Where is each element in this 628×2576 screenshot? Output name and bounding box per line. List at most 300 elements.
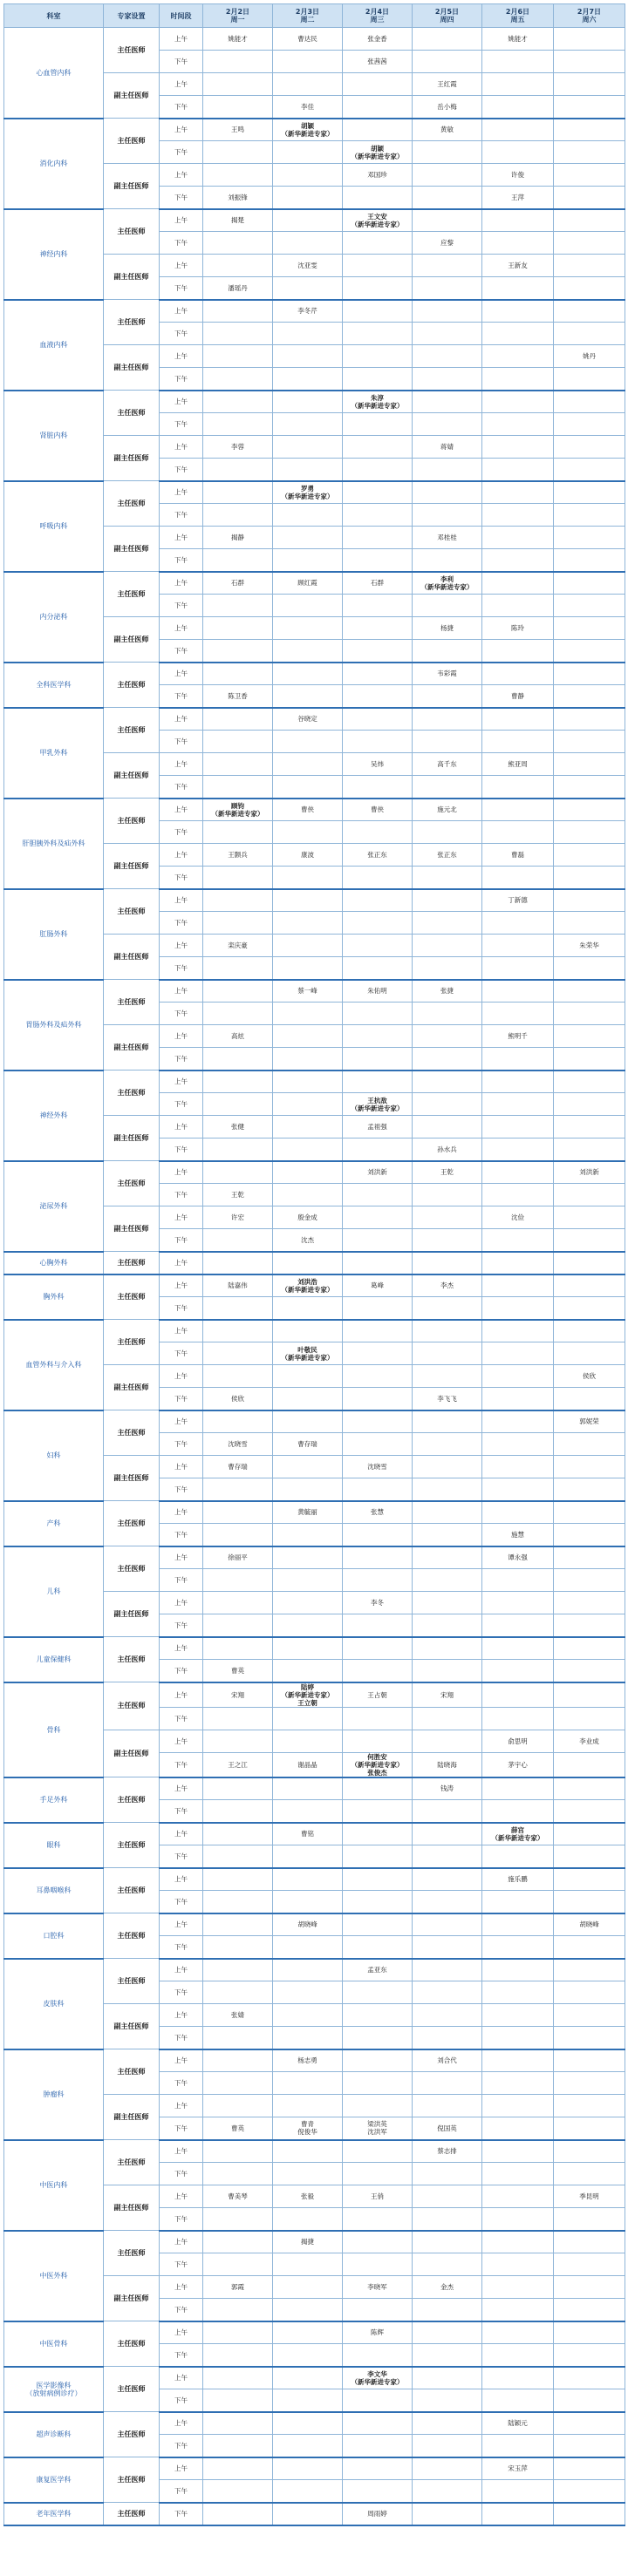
time-slot: 下午 — [160, 1800, 203, 1823]
doctor-cell — [203, 1161, 273, 1184]
doctor-cell — [413, 2095, 482, 2117]
doctor-cell: 陈卫香 — [203, 685, 273, 708]
doctor-cell — [273, 1116, 343, 1138]
doctor-cell — [273, 640, 343, 663]
doctor-cell — [554, 1388, 625, 1410]
doctor-cell — [554, 187, 625, 209]
doctor-cell: 王红霞 — [413, 73, 482, 96]
doctor-cell: 曹存瑞 — [273, 1433, 343, 1456]
expert-level: 主任医师 — [104, 1913, 160, 1959]
expert-level: 副主任医师 — [104, 73, 160, 119]
time-slot: 上午 — [160, 1868, 203, 1891]
expert-level: 副主任医师 — [104, 1025, 160, 1071]
doctor-cell — [554, 685, 625, 708]
doctor-cell — [554, 912, 625, 935]
department-name: 神经外科 — [4, 1071, 104, 1161]
doctor-cell — [413, 685, 482, 708]
table-row — [4, 1637, 625, 1660]
doctor-cell: 王占朝 — [343, 1682, 413, 1708]
doctor-cell — [482, 413, 554, 436]
expert-level: 副主任医师 — [104, 1365, 160, 1410]
column-header: 科室 — [4, 4, 104, 28]
time-slot: 下午 — [160, 323, 203, 345]
doctor-cell — [554, 51, 625, 73]
department-name: 胃肠外科及疝外科 — [4, 980, 104, 1071]
doctor-cell — [482, 459, 554, 481]
doctor-cell: 沈亚雯 — [273, 255, 343, 277]
time-slot: 上午 — [160, 1823, 203, 1845]
doctor-cell — [482, 1845, 554, 1868]
doctor-cell — [482, 1592, 554, 1614]
doctor-cell — [554, 1752, 625, 1777]
doctor-cell — [343, 1777, 413, 1800]
doctor-cell — [482, 2163, 554, 2185]
doctor-cell — [203, 753, 273, 776]
doctor-cell — [343, 527, 413, 549]
doctor-cell — [203, 391, 273, 413]
time-slot: 下午 — [160, 2435, 203, 2457]
doctor-cell — [343, 1048, 413, 1071]
time-slot: 下午 — [160, 1981, 203, 2004]
doctor-cell — [343, 935, 413, 957]
expert-level: 副主任医师 — [104, 345, 160, 391]
doctor-cell — [413, 1981, 482, 2004]
time-slot: 下午 — [160, 2344, 203, 2367]
doctor-cell — [273, 187, 343, 209]
doctor-cell — [203, 504, 273, 527]
doctor-cell: 谷晓定 — [273, 708, 343, 731]
doctor-cell — [343, 1229, 413, 1252]
department-name: 血液内科 — [4, 300, 104, 391]
doctor-cell — [413, 1730, 482, 1752]
doctor-cell: 高炫 — [203, 1025, 273, 1048]
doctor-cell — [203, 1730, 273, 1752]
time-slot: 下午 — [160, 640, 203, 663]
doctor-cell: 熊明千 — [482, 1025, 554, 1048]
doctor-cell — [273, 345, 343, 368]
time-slot: 下午 — [160, 2503, 203, 2525]
doctor-cell — [554, 1456, 625, 1478]
doctor-cell: 宋翔 — [203, 1682, 273, 1708]
doctor-cell — [273, 2027, 343, 2049]
table-row — [4, 481, 625, 504]
time-slot: 上午 — [160, 1913, 203, 1936]
doctor-cell — [554, 1891, 625, 1913]
doctor-cell — [482, 300, 554, 323]
time-slot: 上午 — [160, 572, 203, 595]
time-slot: 上午 — [160, 1592, 203, 1614]
table-row — [4, 209, 625, 232]
doctor-cell — [554, 1116, 625, 1138]
doctor-cell: 侯欣 — [554, 1365, 625, 1388]
doctor-cell — [203, 368, 273, 391]
doctor-cell — [343, 232, 413, 255]
doctor-cell — [413, 187, 482, 209]
expert-level: 主任医师 — [104, 980, 160, 1025]
expert-level: 副主任医师 — [104, 844, 160, 889]
doctor-cell: 王俏 — [343, 2185, 413, 2208]
doctor-cell — [554, 504, 625, 527]
time-slot: 下午 — [160, 1184, 203, 1206]
doctor-cell: 曹铭 — [273, 1823, 343, 1845]
doctor-cell — [413, 1845, 482, 1868]
time-slot: 下午 — [160, 232, 203, 255]
doctor-cell — [413, 2231, 482, 2253]
doctor-cell — [273, 2480, 343, 2503]
table-row — [4, 1868, 625, 1891]
doctor-cell — [554, 141, 625, 164]
doctor-cell — [482, 2276, 554, 2299]
doctor-cell — [554, 2457, 625, 2480]
doctor-cell — [273, 1048, 343, 1071]
column-header: 专家设置 — [104, 4, 160, 28]
doctor-cell — [554, 2072, 625, 2095]
time-slot: 上午 — [160, 1456, 203, 1478]
doctor-cell — [482, 1274, 554, 1297]
time-slot: 上午 — [160, 1274, 203, 1297]
doctor-cell — [343, 776, 413, 799]
doctor-cell — [273, 504, 343, 527]
time-slot: 上午 — [160, 1252, 203, 1274]
doctor-cell — [554, 119, 625, 141]
doctor-cell — [554, 572, 625, 595]
doctor-cell — [413, 1936, 482, 1959]
time-slot: 上午 — [160, 2321, 203, 2344]
expert-level: 副主任医师 — [104, 2095, 160, 2140]
doctor-cell: 熊亚周 — [482, 753, 554, 776]
time-slot: 上午 — [160, 2004, 203, 2027]
doctor-cell: 张茜茜 — [343, 51, 413, 73]
doctor-cell — [273, 2344, 343, 2367]
column-header: 2月5日 周四 — [413, 4, 482, 28]
department-name: 内分泌科 — [4, 572, 104, 663]
doctor-cell — [554, 1637, 625, 1660]
doctor-cell — [343, 2049, 413, 2072]
time-slot: 下午 — [160, 1614, 203, 1637]
doctor-cell — [413, 2457, 482, 2480]
doctor-cell — [203, 1823, 273, 1845]
doctor-cell — [413, 1524, 482, 1546]
expert-level: 主任医师 — [104, 1868, 160, 1913]
doctor-cell — [554, 640, 625, 663]
doctor-cell — [554, 2027, 625, 2049]
doctor-cell — [554, 2095, 625, 2117]
doctor-cell — [413, 141, 482, 164]
time-slot: 上午 — [160, 345, 203, 368]
table-row — [4, 663, 625, 685]
doctor-cell — [554, 844, 625, 867]
doctor-cell — [482, 368, 554, 391]
expert-level: 副主任医师 — [104, 935, 160, 980]
doctor-cell — [273, 1891, 343, 1913]
doctor-cell — [273, 368, 343, 391]
doctor-cell — [482, 141, 554, 164]
doctor-cell: 黄敏 — [413, 119, 482, 141]
table-row — [4, 1252, 625, 1274]
doctor-cell — [343, 2163, 413, 2185]
doctor-cell — [273, 821, 343, 844]
doctor-cell — [343, 1252, 413, 1274]
doctor-cell — [413, 2072, 482, 2095]
doctor-cell: 曹侠 — [273, 799, 343, 821]
doctor-cell — [482, 776, 554, 799]
doctor-cell: 殷金成 — [273, 1206, 343, 1229]
doctor-cell — [343, 1206, 413, 1229]
doctor-cell — [273, 2276, 343, 2299]
doctor-cell — [413, 255, 482, 277]
doctor-cell — [413, 391, 482, 413]
doctor-cell — [203, 867, 273, 889]
doctor-cell — [413, 2344, 482, 2367]
expert-level: 主任医师 — [104, 300, 160, 345]
doctor-cell — [273, 2389, 343, 2412]
doctor-cell — [482, 1936, 554, 1959]
doctor-cell — [413, 2004, 482, 2027]
expert-level: 主任医师 — [104, 1320, 160, 1365]
doctor-cell — [203, 73, 273, 96]
doctor-cell — [343, 504, 413, 527]
department-name: 肿瘤科 — [4, 2049, 104, 2140]
doctor-cell — [203, 549, 273, 572]
doctor-cell — [343, 708, 413, 731]
doctor-cell — [413, 1003, 482, 1025]
doctor-cell: 黄毓丽 — [273, 1501, 343, 1524]
time-slot: 上午 — [160, 1071, 203, 1093]
doctor-cell — [273, 1592, 343, 1614]
doctor-cell — [203, 164, 273, 187]
expert-level: 主任医师 — [104, 1959, 160, 2004]
doctor-cell: 曹磊 — [482, 844, 554, 867]
department-name: 神经内科 — [4, 209, 104, 300]
department-name: 泌尿外科 — [4, 1161, 104, 1252]
time-slot: 下午 — [160, 776, 203, 799]
doctor-cell — [413, 1184, 482, 1206]
doctor-cell: 宋玉萍 — [482, 2457, 554, 2480]
doctor-cell — [343, 323, 413, 345]
doctor-cell — [554, 1868, 625, 1891]
doctor-cell — [482, 1707, 554, 1730]
doctor-cell — [273, 753, 343, 776]
column-header: 时间段 — [160, 4, 203, 28]
doctor-cell — [343, 617, 413, 640]
doctor-cell — [343, 1388, 413, 1410]
table-row — [4, 391, 625, 413]
doctor-cell: 张捷 — [413, 980, 482, 1003]
doctor-cell — [413, 2503, 482, 2525]
doctor-cell — [413, 1868, 482, 1891]
doctor-cell — [554, 2253, 625, 2276]
doctor-cell — [482, 51, 554, 73]
doctor-cell — [343, 867, 413, 889]
department-name: 妇科 — [4, 1410, 104, 1501]
time-slot: 下午 — [160, 1752, 203, 1777]
time-slot: 下午 — [160, 368, 203, 391]
doctor-cell — [343, 1913, 413, 1936]
doctor-cell — [343, 1365, 413, 1388]
doctor-cell — [203, 1297, 273, 1320]
department-name: 肝胆胰外科及疝外科 — [4, 799, 104, 889]
expert-level: 主任医师 — [104, 2049, 160, 2095]
time-slot: 上午 — [160, 300, 203, 323]
department-name: 甲乳外科 — [4, 708, 104, 799]
doctor-cell: 钱涛 — [413, 1777, 482, 1800]
doctor-cell — [273, 2367, 343, 2389]
doctor-cell — [273, 1524, 343, 1546]
doctor-cell — [343, 1823, 413, 1845]
doctor-cell — [273, 2208, 343, 2231]
expert-level: 主任医师 — [104, 391, 160, 436]
doctor-cell — [203, 708, 273, 731]
doctor-cell — [554, 2435, 625, 2457]
doctor-cell — [482, 209, 554, 232]
doctor-cell — [343, 1320, 413, 1342]
doctor-cell — [343, 277, 413, 300]
doctor-cell: 李业成 — [554, 1730, 625, 1752]
doctor-cell — [554, 1048, 625, 1071]
doctor-cell — [554, 2163, 625, 2185]
doctor-cell — [343, 1524, 413, 1546]
doctor-cell: 胡颖 （新华新进专家） — [273, 119, 343, 141]
doctor-cell — [413, 1614, 482, 1637]
doctor-cell — [203, 2049, 273, 2072]
doctor-cell: 谭永强 — [482, 1546, 554, 1569]
department-name: 肾脏内科 — [4, 391, 104, 481]
department-name: 骨科 — [4, 1682, 104, 1777]
doctor-cell — [413, 935, 482, 957]
doctor-cell: 侯欣 — [203, 1388, 273, 1410]
doctor-cell — [203, 1913, 273, 1936]
doctor-cell — [554, 1433, 625, 1456]
doctor-cell — [273, 2072, 343, 2095]
doctor-cell — [413, 459, 482, 481]
doctor-cell — [273, 2253, 343, 2276]
doctor-cell: 胡晓峰 — [273, 1913, 343, 1936]
doctor-cell — [554, 1297, 625, 1320]
expert-level: 主任医师 — [104, 1252, 160, 1274]
doctor-cell — [273, 2163, 343, 2185]
doctor-cell — [343, 1184, 413, 1206]
doctor-cell — [343, 2457, 413, 2480]
expert-level: 副主任医师 — [104, 1730, 160, 1777]
doctor-cell — [554, 1229, 625, 1252]
doctor-cell — [482, 1410, 554, 1433]
doctor-cell — [413, 1365, 482, 1388]
doctor-cell — [554, 663, 625, 685]
doctor-cell — [343, 640, 413, 663]
doctor-cell — [273, 935, 343, 957]
doctor-cell — [554, 2140, 625, 2163]
doctor-cell: 顾红霞 — [273, 572, 343, 595]
time-slot: 下午 — [160, 1478, 203, 1501]
doctor-cell — [413, 549, 482, 572]
time-slot: 上午 — [160, 1546, 203, 1569]
doctor-cell: 陆嘉伟 — [203, 1274, 273, 1297]
doctor-cell — [343, 345, 413, 368]
doctor-cell — [343, 821, 413, 844]
doctor-cell: 曹达民 — [273, 28, 343, 51]
expert-level: 副主任医师 — [104, 1206, 160, 1252]
doctor-cell — [413, 51, 482, 73]
table-row — [4, 2231, 625, 2253]
doctor-cell — [554, 232, 625, 255]
doctor-cell — [203, 2435, 273, 2457]
time-slot: 下午 — [160, 1845, 203, 1868]
time-slot: 上午 — [160, 753, 203, 776]
doctor-cell — [343, 2004, 413, 2027]
doctor-cell — [413, 1800, 482, 1823]
doctor-cell — [482, 2503, 554, 2525]
doctor-cell — [343, 1845, 413, 1868]
doctor-cell — [413, 1093, 482, 1116]
doctor-cell — [482, 2231, 554, 2253]
doctor-cell — [203, 2095, 273, 2117]
doctor-cell — [554, 164, 625, 187]
column-header: 2月3日 周二 — [273, 4, 343, 28]
department-name: 呼吸内科 — [4, 481, 104, 572]
doctor-cell: 刘洪新 — [343, 1161, 413, 1184]
table-row — [4, 799, 625, 821]
doctor-cell — [343, 1546, 413, 1569]
doctor-cell — [413, 1410, 482, 1433]
doctor-cell — [554, 255, 625, 277]
expert-level: 主任医师 — [104, 889, 160, 935]
doctor-cell: 蔡一峰 — [273, 980, 343, 1003]
doctor-cell — [203, 1410, 273, 1433]
expert-level: 副主任医师 — [104, 164, 160, 209]
doctor-cell — [482, 2185, 554, 2208]
time-slot: 上午 — [160, 663, 203, 685]
doctor-cell: 施元北 — [413, 799, 482, 821]
expert-level: 主任医师 — [104, 209, 160, 255]
time-slot: 下午 — [160, 1936, 203, 1959]
doctor-cell — [343, 2072, 413, 2095]
doctor-cell: 王鸣 — [203, 119, 273, 141]
doctor-cell — [482, 2480, 554, 2503]
time-slot: 下午 — [160, 1229, 203, 1252]
doctor-cell: 栾庆豪 — [203, 935, 273, 957]
doctor-cell: 李晓军 — [343, 2276, 413, 2299]
doctor-cell — [482, 1660, 554, 1682]
doctor-cell — [273, 141, 343, 164]
doctor-cell — [273, 1071, 343, 1093]
doctor-cell — [554, 617, 625, 640]
doctor-cell — [273, 776, 343, 799]
doctor-cell — [482, 2321, 554, 2344]
doctor-cell — [273, 1614, 343, 1637]
doctor-cell — [482, 1184, 554, 1206]
doctor-cell — [203, 2367, 273, 2389]
doctor-cell — [554, 731, 625, 753]
doctor-cell — [343, 1800, 413, 1823]
table-row — [4, 889, 625, 912]
doctor-cell — [343, 1025, 413, 1048]
doctor-cell — [482, 1388, 554, 1410]
table-row — [4, 119, 625, 141]
table-row — [4, 2140, 625, 2163]
doctor-cell — [554, 277, 625, 300]
doctor-cell — [203, 345, 273, 368]
doctor-cell: 陆晓海 — [413, 1752, 482, 1777]
doctor-cell — [413, 1433, 482, 1456]
doctor-cell — [413, 2299, 482, 2321]
doctor-cell — [554, 595, 625, 617]
table-row — [4, 2049, 625, 2072]
time-slot: 上午 — [160, 980, 203, 1003]
department-name: 儿科 — [4, 1546, 104, 1637]
table-row — [4, 980, 625, 1003]
time-slot: 下午 — [160, 2163, 203, 2185]
doctor-cell — [273, 1845, 343, 1868]
